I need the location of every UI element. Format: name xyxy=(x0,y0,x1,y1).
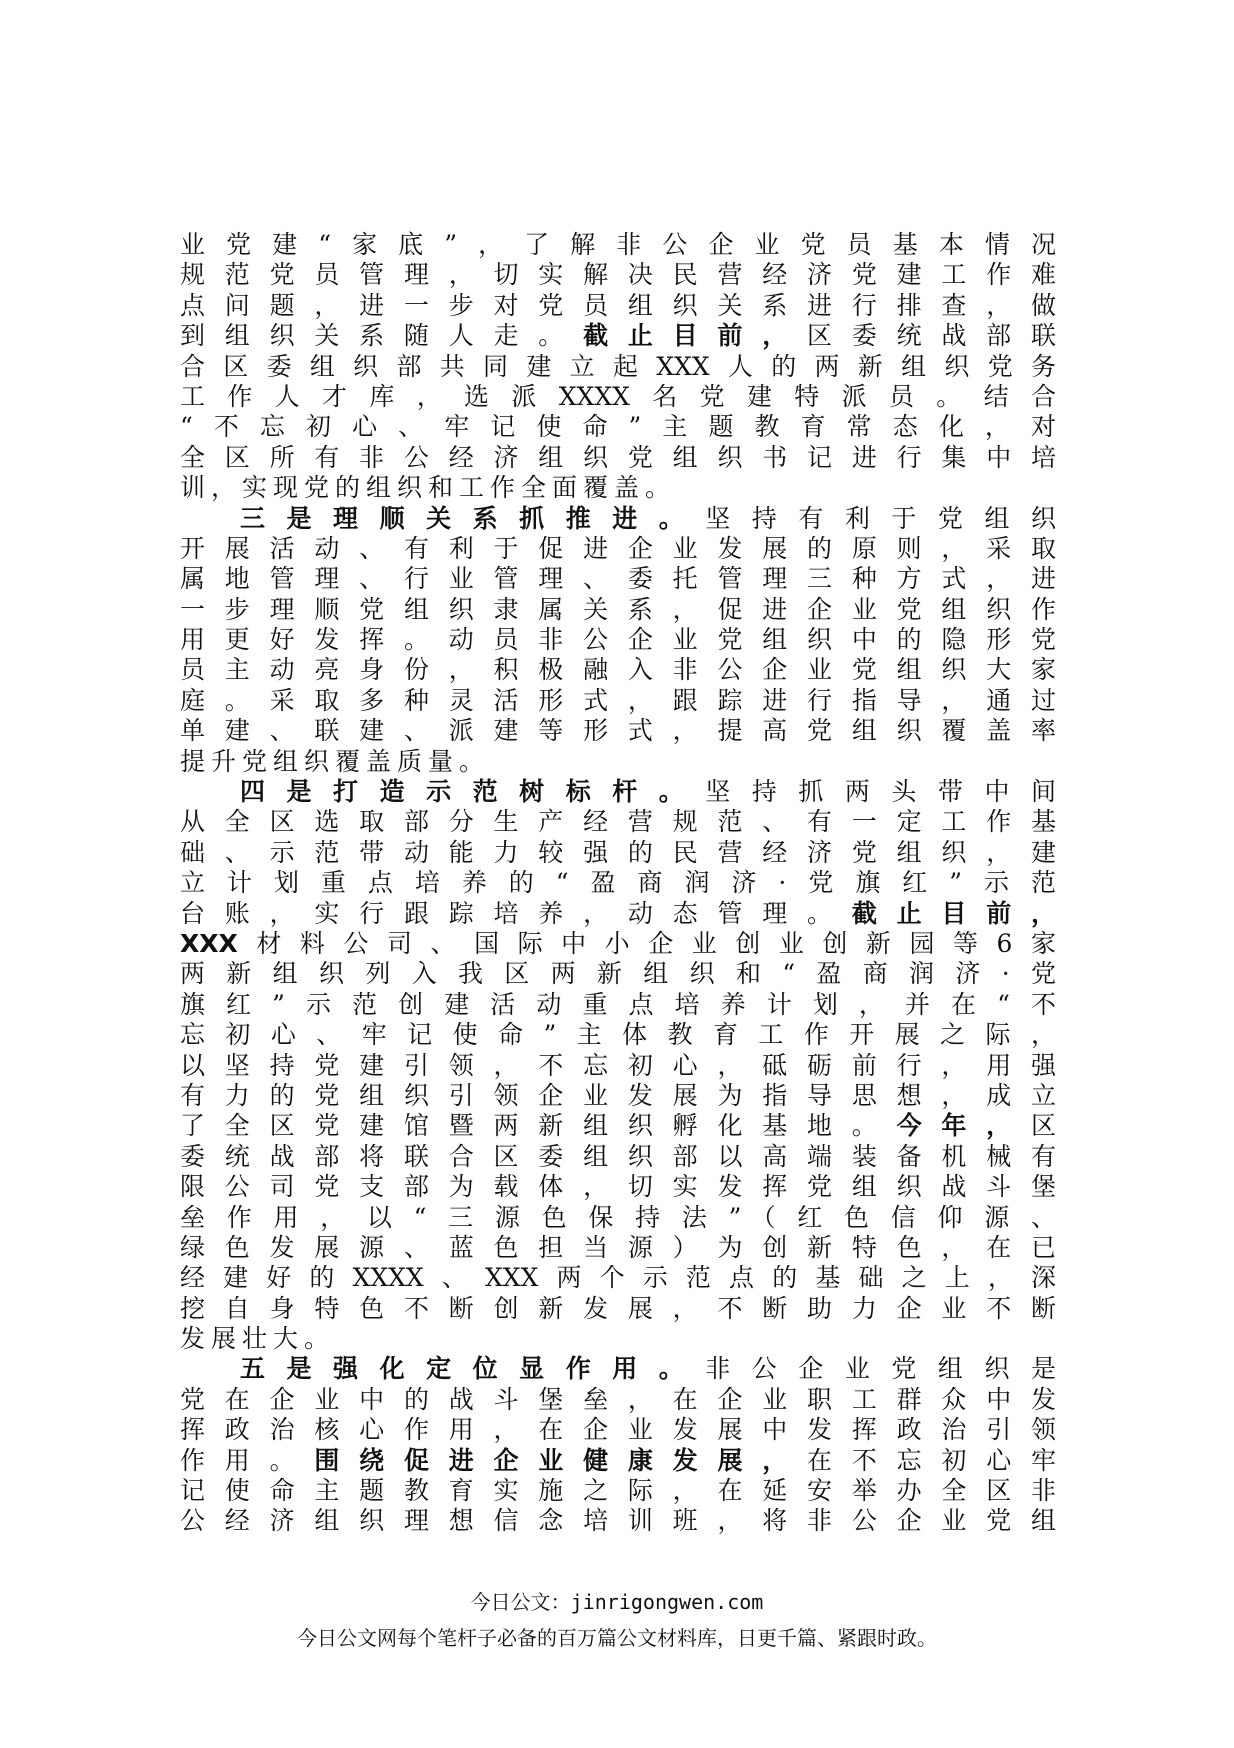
text-run: 单建、联建、派建等形式，提高党组织覆盖率 xyxy=(180,716,1056,746)
text-line xyxy=(180,655,1056,685)
bold-text-run: XXX xyxy=(180,928,238,958)
text-line xyxy=(180,1111,1056,1141)
text-run: 庭。采取多种灵活形式，跟踪进行指导，通过 xyxy=(180,685,1056,715)
text-line xyxy=(180,899,1056,929)
text-run: 记使命主题教育实施之际，在延安举办全区非 xyxy=(180,1476,1056,1506)
text-line xyxy=(180,777,1056,807)
text-line xyxy=(180,1051,1056,1081)
text-run: 础、示范带动能力较强的民营经济党组织，建 xyxy=(180,837,1056,867)
text-line xyxy=(180,1142,1056,1172)
text-run: 开展活动、有利于促进企业发展的原则，采取 xyxy=(180,533,1056,563)
text-line xyxy=(180,260,1056,290)
text-line xyxy=(180,1354,1056,1384)
text-line xyxy=(180,990,1056,1020)
document-body xyxy=(180,230,1056,1537)
text-run: 挥政治核心作用，在企业发展中发挥政治引领 xyxy=(180,1415,1056,1445)
text-line xyxy=(180,230,1056,260)
footer-source xyxy=(0,1586,1234,1615)
text-run: 经建好的XXXX、XXX两个示范点的基础之上，深 xyxy=(180,1263,1056,1293)
text-run: 绿色发展源、蓝色担当源）为创新特色，在已 xyxy=(180,1232,1056,1262)
text-line xyxy=(180,838,1056,868)
text-run: 用更好发挥。动员非公企业党组织中的隐形党 xyxy=(180,625,1056,655)
bold-text-run: 截止目前， xyxy=(851,898,1056,928)
text-run: 非公企业党组织是 xyxy=(705,1354,1056,1384)
text-run: 业党建“家底”，了解非公企业党员基本情况 xyxy=(180,230,1056,259)
text-run: 规范党员管理，切实解决民营经济党建工作难 xyxy=(180,260,1056,290)
text-run: 全区所有非公经济组织党组织书记进行集中培 xyxy=(180,442,1056,472)
text-line xyxy=(180,747,1056,777)
text-run: 区 xyxy=(1030,1111,1056,1141)
text-line xyxy=(180,473,1056,503)
text-run: 训，实现党的组织和工作全面覆盖。 xyxy=(180,473,677,503)
text-line xyxy=(180,868,1056,898)
text-run: 合区委组织部共同建立起XXX人的两新组织党务 xyxy=(180,351,1056,381)
text-run: 作用。 xyxy=(180,1445,315,1475)
text-run: “不忘初心、牢记使命”主题教育常态化，对 xyxy=(180,412,1056,442)
text-run: 两新组织列入我区两新组织和“盈商润济·党 xyxy=(180,959,1056,989)
text-run: 提升党组织覆盖质量。 xyxy=(180,746,491,776)
text-run: 忘初心、牢记使命”主体教育工作开展之际， xyxy=(180,1020,1056,1050)
text-line xyxy=(180,595,1056,625)
text-run: 点问题，进一步对党员组织关系进行排查，做 xyxy=(180,290,1056,320)
text-run: 公经济组织理想信念培训班，将非公企业党组 xyxy=(180,1506,1056,1536)
text-run: 到组织关系随人走。 xyxy=(180,321,584,351)
text-line xyxy=(180,564,1056,594)
text-run: 在不忘初心牢 xyxy=(807,1445,1056,1475)
text-line xyxy=(180,1020,1056,1050)
text-run: 台账，实行跟踪培养，动态管理。 xyxy=(180,898,852,928)
text-line xyxy=(180,1294,1056,1324)
bold-text-run: 四是打造示范树标杆。 xyxy=(240,777,706,807)
text-line xyxy=(180,929,1056,959)
text-run: 属地管理、行业管理、委托管理三种方式，进 xyxy=(180,564,1056,594)
text-run: 从全区选取部分生产经营规范、有一定工作基 xyxy=(180,807,1056,837)
text-run: 员主动亮身份，积极融入非公企业党组织大家 xyxy=(180,655,1056,685)
text-run: 挖自身特色不断创新发展，不断助力企业不断 xyxy=(180,1293,1056,1323)
text-run: 了全区党建馆暨两新组织孵化基地。 xyxy=(180,1111,897,1141)
text-line xyxy=(180,1506,1056,1536)
text-run: 有力的党组织引领企业发展为指导思想，成立 xyxy=(180,1080,1056,1110)
text-line xyxy=(180,1476,1056,1506)
text-run: 委统战部将联合区委组织部以高端装备机械有 xyxy=(180,1141,1056,1171)
text-line xyxy=(180,321,1056,351)
text-line xyxy=(180,291,1056,321)
text-line xyxy=(180,412,1056,442)
text-line xyxy=(180,382,1056,412)
text-line xyxy=(180,352,1056,382)
footer-slogan: 今日公文网每个笔杆子必备的百万篇公文材料库，日更千篇、紧跟时政。 xyxy=(297,1626,937,1650)
bold-text-run: 今年， xyxy=(896,1111,1031,1141)
text-line xyxy=(180,504,1056,534)
text-line xyxy=(180,1263,1056,1293)
footer-url[interactable]: jinrigongwen.com xyxy=(570,1590,764,1614)
text-line xyxy=(180,443,1056,473)
text-line xyxy=(180,1172,1056,1202)
text-run: 发展壮大。 xyxy=(180,1324,336,1354)
text-run: 垒作用，以“三源色保持法”（红色信仰源、 xyxy=(180,1202,1056,1232)
text-run: 坚持有利于党组织 xyxy=(705,503,1056,533)
text-line xyxy=(180,959,1056,989)
text-line xyxy=(180,534,1056,564)
text-line xyxy=(180,716,1056,746)
text-run: 材料公司、国际中小企业创业创新园等6家 xyxy=(237,928,1056,958)
text-run: 工作人才库，选派XXXX名党建特派员。结合 xyxy=(180,381,1056,411)
text-run: 以坚持党建引领，不忘初心，砥砺前行，用强 xyxy=(180,1050,1056,1080)
text-line xyxy=(180,807,1056,837)
text-run: 党在企业中的战斗堡垒，在企业职工群众中发 xyxy=(180,1384,1056,1414)
text-run: 限公司党支部为载体，切实发挥党组织战斗堡 xyxy=(180,1172,1056,1202)
bold-text-run: 三是理顺关系抓推进。 xyxy=(240,503,706,533)
text-line xyxy=(180,1385,1056,1415)
text-line xyxy=(180,1415,1056,1445)
text-run: 区委统战部联 xyxy=(807,321,1056,351)
text-line xyxy=(180,1081,1056,1111)
bold-text-run: 截止目前， xyxy=(583,321,808,351)
text-run: 坚持抓两头带中间 xyxy=(705,777,1056,807)
text-line xyxy=(180,1446,1056,1476)
text-run: 立计划重点培养的“盈商润济·党旗红”示范 xyxy=(180,868,1056,898)
text-line xyxy=(180,1233,1056,1263)
text-line xyxy=(180,1203,1056,1233)
text-line xyxy=(180,686,1056,716)
text-run: 一步理顺党组织隶属关系，促进企业党组织作 xyxy=(180,594,1056,624)
bold-text-run: 围绕促进企业健康发展， xyxy=(314,1445,808,1475)
footer-label: 今日公文： xyxy=(470,1590,571,1614)
text-line xyxy=(180,1324,1056,1354)
text-run: 旗红”示范创建活动重点培养计划，并在“不 xyxy=(180,989,1056,1019)
text-line xyxy=(180,625,1056,655)
bold-text-run: 五是强化定位显作用。 xyxy=(240,1354,706,1384)
